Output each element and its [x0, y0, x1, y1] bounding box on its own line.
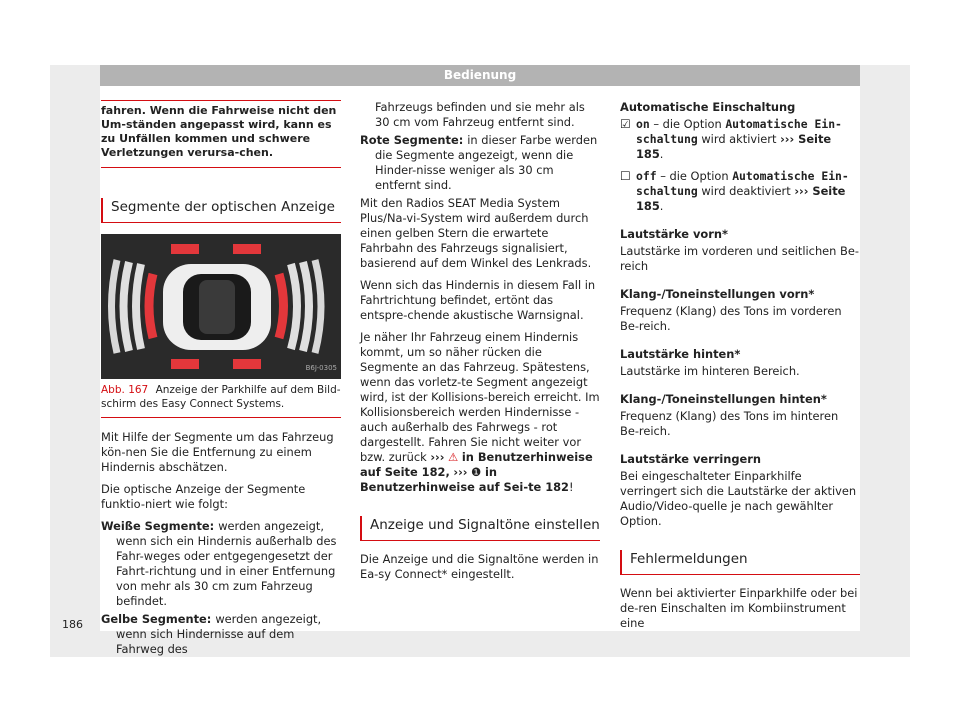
page-header: Bedienung: [100, 65, 860, 86]
reference-link-1[interactable]: in Benutzerhinweise auf Seite 182,: [360, 450, 593, 479]
reference-link-2[interactable]: in Benutzerhinweise auf Sei-te 182: [360, 465, 569, 494]
option-off: ☐ off – die Option Automatische Ein-schaltung wird deaktiviert ››› Seite 185.: [620, 169, 849, 213]
reference-arrows: ›››: [453, 465, 468, 479]
definition-continuation: Fahrzeugs befinden und sie mehr als 30 cm vom Fahrzeug entfernt sind.: [375, 100, 585, 129]
definition-text: werden angezeigt, wenn sich ein Hindernis außerhalb des Fahr-weges oder entgegengesetzt der Fahrt-richtung und in einer Entfernung von mehr als 30 cm zum Fahrzeug befindet.: [116, 519, 337, 608]
definition-term: Rote Segmente:: [360, 133, 464, 147]
option-key: on: [636, 117, 650, 131]
warning-triangle-icon: ⚠: [448, 450, 459, 464]
paragraph-collision: [360, 330, 600, 495]
section-title-errors: Fehlermeldungen: [620, 550, 860, 575]
option-text: – die Option: [653, 117, 722, 131]
heading-volume-reduce: Lautstärke verringern: [620, 452, 761, 466]
heading-tone-front: Klang-/Toneinstellungen vorn*: [620, 287, 815, 301]
reference-arrows: ›››: [430, 450, 445, 464]
figure-caption: [101, 383, 341, 418]
figure-caption-text: Anzeige der Parkhilfe auf dem Bild-schirm des Easy Connect Systems.: [101, 384, 341, 410]
paragraph-text: Je näher Ihr Fahrzeug einem Hindernis kommt, um so näher rücken die Segmente an das Fahrzeug. Spätestens, wenn das vorletz-te Segment angezeigt wird, ist der Kollisions-bereich erreicht. Im Kollisionsbereich werden Hindernisse - auch außerhalb des Fahrwegs - rot dargestellt. Fahren Sie nicht weiter vor bzw. zurück: [360, 330, 600, 464]
checked-box-icon: ☑: [620, 117, 631, 131]
column-3: [620, 100, 860, 638]
option-text: wird deaktiviert: [701, 184, 791, 198]
paragraph: Mit den Radios SEAT Media System Plus/Na-vi-System wird außerdem durch einen gelben Stern die erwartete Fahrbahn des Fahrzeugs signalisiert, basierend auf dem Winkel des Lenkrads.: [360, 196, 592, 270]
info-circle-icon: ❶: [471, 465, 482, 479]
page-reference[interactable]: ››› Seite 185: [636, 184, 846, 213]
option-key: off: [636, 169, 657, 183]
heading-auto-activation: Automatische Einschaltung: [620, 100, 796, 114]
exclamation: !: [568, 480, 574, 494]
option-on: ☑ on – die Option Automatische Ein-schaltung wird aktiviert ››› Seite 185.: [620, 117, 842, 161]
warning-continuation: fahren. Wenn die Fahrweise nicht den Um-ständen angepasst wird, kann es zu Unfällen kommen und schwere Verletzungen verursa-chen.: [101, 100, 341, 168]
option-name: Automatische Ein-schaltung: [636, 169, 849, 198]
definition-white: [101, 519, 341, 609]
figure-code: B6J-0305: [305, 364, 337, 372]
heading-tone-rear: Klang-/Toneinstellungen hinten*: [620, 392, 827, 406]
paragraph: Frequenz (Klang) des Tons im hinteren Be-reich.: [620, 409, 839, 438]
paragraph: Lautstärke im hinteren Bereich.: [620, 364, 800, 378]
column-1: [101, 100, 341, 660]
option-text: – die Option: [660, 169, 729, 183]
parking-display-figure: [101, 234, 341, 379]
definition-term: Gelbe Segmente:: [101, 612, 212, 626]
paragraph: Mit Hilfe der Segmente um das Fahrzeug kön-nen Sie die Entfernung zu einem Hindernis abschätzen.: [101, 430, 334, 474]
figure-label: Abb. 167: [101, 384, 149, 396]
paragraph: Die optische Anzeige der Segmente funktio-niert wie folgt:: [101, 482, 306, 511]
paragraph: Bei eingeschalteter Einparkhilfe verringert sich die Lautstärke der aktiven Audio/Video-quelle je nach gewählter Option.: [620, 469, 857, 528]
page-reference[interactable]: ››› Seite 185: [636, 132, 832, 161]
definition-text: in dieser Farbe werden die Segmente angezeigt, wenn die Hinder-nisse weniger als 30 cm entfernt sind.: [375, 133, 598, 192]
heading-volume-front: Lautstärke vorn*: [620, 227, 728, 241]
paragraph: Frequenz (Klang) des Tons im vorderen Be-reich.: [620, 304, 842, 333]
definition-red: [360, 133, 600, 193]
page-number: 186: [62, 618, 83, 631]
section-title-settings: Anzeige und Signaltöne einstellen: [360, 516, 600, 541]
paragraph: Lautstärke im vorderen und seitlichen Be-reich: [620, 244, 859, 273]
heading-volume-rear: Lautstärke hinten*: [620, 347, 741, 361]
option-name: Automatische Ein-schaltung: [636, 117, 842, 146]
empty-box-icon: ☐: [620, 169, 631, 183]
paragraph: Wenn bei aktivierter Einparkhilfe oder bei de-ren Einschalten im Kombiinstrument eine: [620, 586, 858, 630]
definition-yellow: [101, 612, 341, 657]
definition-text: werden angezeigt, wenn sich Hindernisse auf dem Fahrweg des: [116, 612, 322, 656]
section-title-segments: Segmente der optischen Anzeige: [101, 198, 341, 223]
definition-term: Weiße Segmente:: [101, 519, 215, 533]
column-2: [360, 100, 600, 589]
option-text: wird aktiviert: [701, 132, 777, 146]
paragraph: Wenn sich das Hindernis in diesem Fall in Fahrtrichtung befindet, ertönt das entspre-chende akustische Warnsignal.: [360, 278, 596, 322]
paragraph: Die Anzeige und die Signaltöne werden in Ea-sy Connect* eingestellt.: [360, 552, 599, 581]
car-parking-illustration: [101, 234, 341, 379]
